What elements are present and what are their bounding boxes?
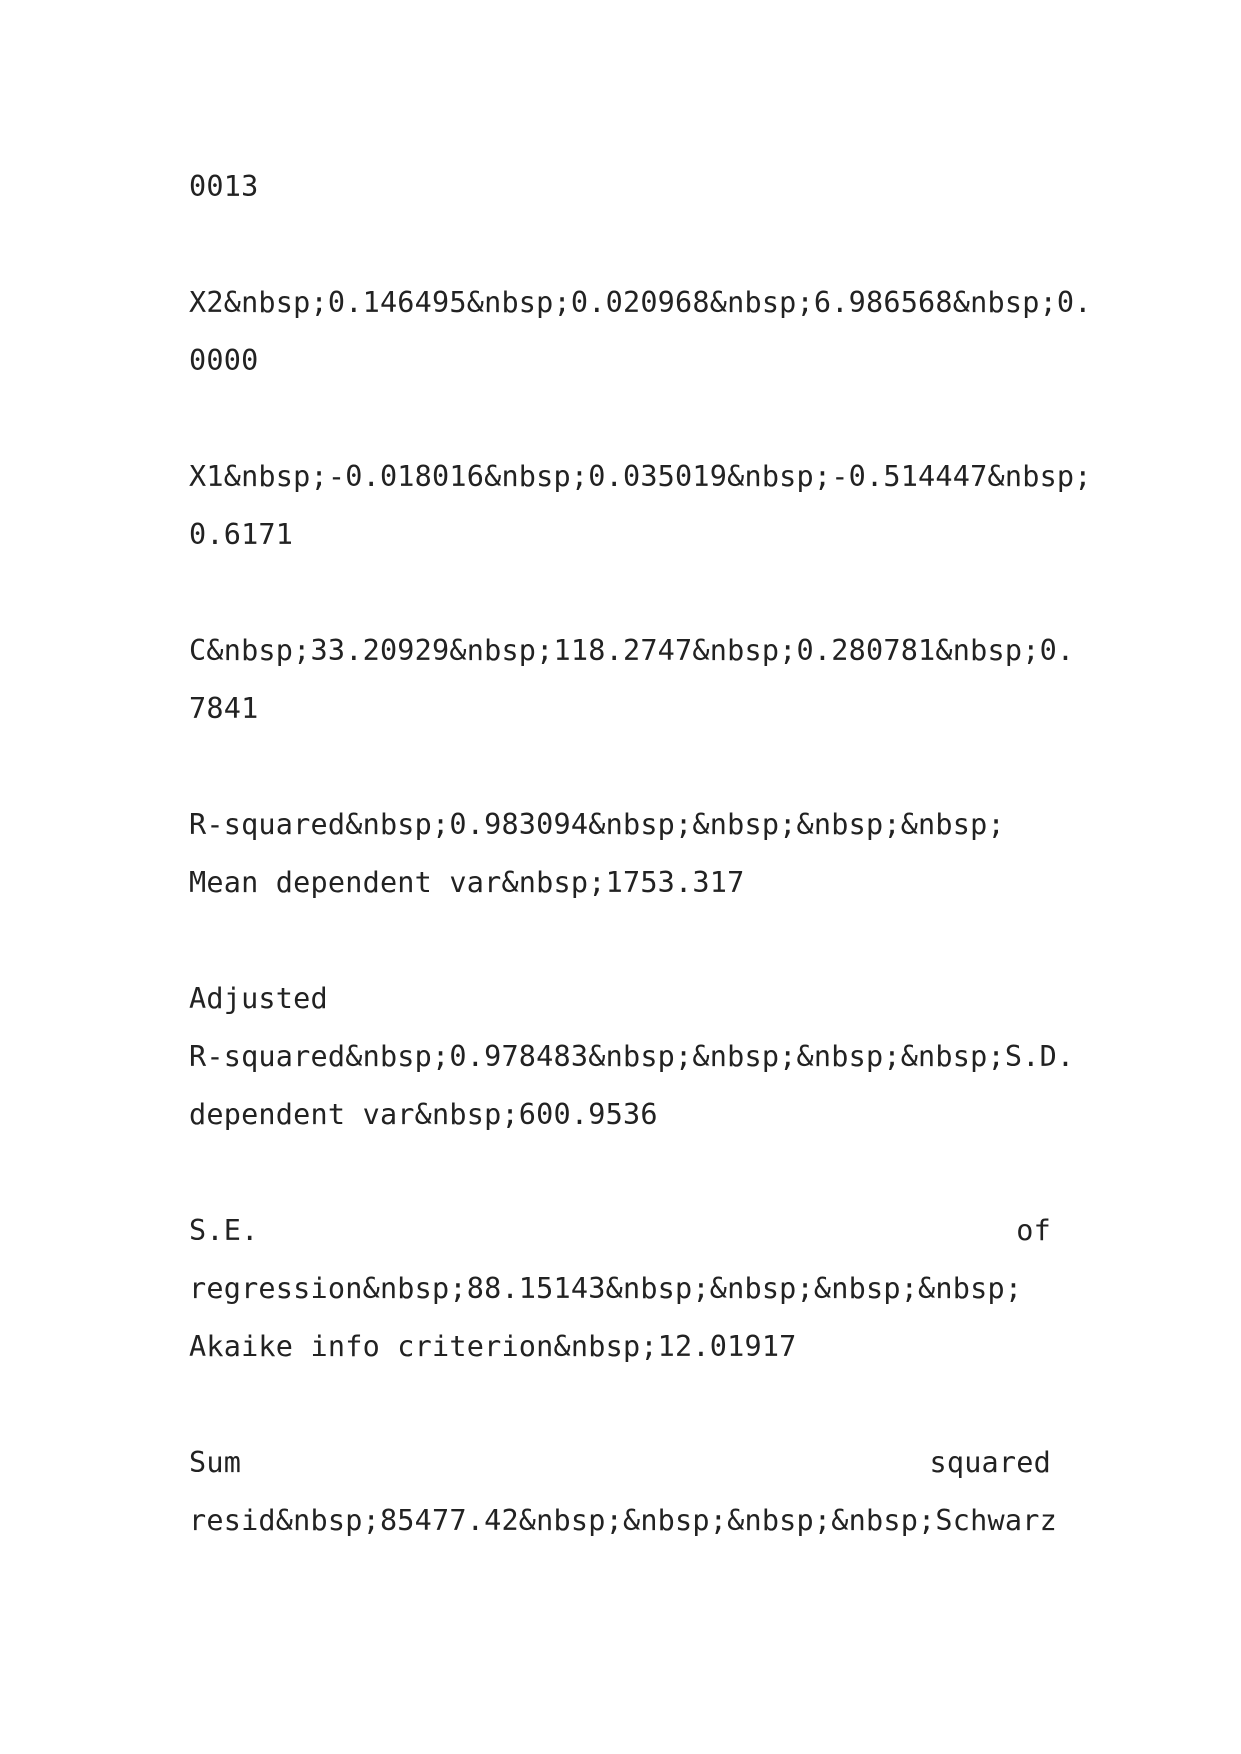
- text-line: X1&nbsp;-0.018016&nbsp;0.035019&nbsp;-0.514447&nbsp;: [189, 460, 1092, 493]
- paragraph-x1-row: [189, 448, 1092, 564]
- text-line: 0.6171: [189, 518, 294, 551]
- justified-line: [189, 1202, 1051, 1260]
- text-line: R-squared&nbsp;0.983094&nbsp;&nbsp;&nbsp;&nbsp;: [189, 808, 1005, 841]
- justified-line: [189, 1028, 1075, 1086]
- text-segment: Sum: [189, 1446, 242, 1479]
- text-line: Adjusted: [189, 982, 328, 1015]
- text-line: 7841: [189, 692, 259, 725]
- paragraph-r-squared: [189, 796, 1051, 912]
- text-line: Mean dependent var&nbsp;1753.317: [189, 866, 745, 899]
- paragraph-1: [189, 158, 1051, 216]
- paragraph-c-row: [189, 622, 1075, 738]
- text-line: 0013: [189, 170, 259, 203]
- text-segment: resid&nbsp;85477.42&nbsp;&nbsp;&nbsp;&nbsp;: [189, 1504, 936, 1537]
- text-line: dependent var&nbsp;600.9536: [189, 1098, 658, 1131]
- paragraph-se-regression: [189, 1202, 1051, 1376]
- text-segment: Schwarz: [935, 1504, 1057, 1537]
- text-segment: of: [1016, 1214, 1051, 1247]
- text-line: Akaike info criterion&nbsp;12.01917: [189, 1330, 797, 1363]
- text-line: 0000: [189, 344, 259, 377]
- text-segment: S.E.: [189, 1214, 259, 1247]
- document-body: [189, 158, 1092, 1608]
- justified-line: [189, 1492, 1057, 1550]
- text-line: C&nbsp;33.20929&nbsp;118.2747&nbsp;0.280781&nbsp;0.: [189, 634, 1075, 667]
- text-line: regression&nbsp;88.15143&nbsp;&nbsp;&nbsp;&nbsp;: [189, 1272, 1023, 1305]
- paragraph-sum-squared-resid: [189, 1434, 1057, 1550]
- text-line: X2&nbsp;0.146495&nbsp;0.020968&nbsp;6.986568&nbsp;0.: [189, 286, 1092, 319]
- justified-line: [189, 1434, 1051, 1492]
- text-segment: squared: [929, 1446, 1051, 1479]
- paragraph-x2-row: [189, 274, 1092, 390]
- text-segment: R-squared&nbsp;0.978483&nbsp;&nbsp;&nbsp;&nbsp;: [189, 1040, 1005, 1073]
- text-segment: S.D.: [1004, 1040, 1075, 1073]
- paragraph-adjusted-r-squared: [189, 970, 1075, 1144]
